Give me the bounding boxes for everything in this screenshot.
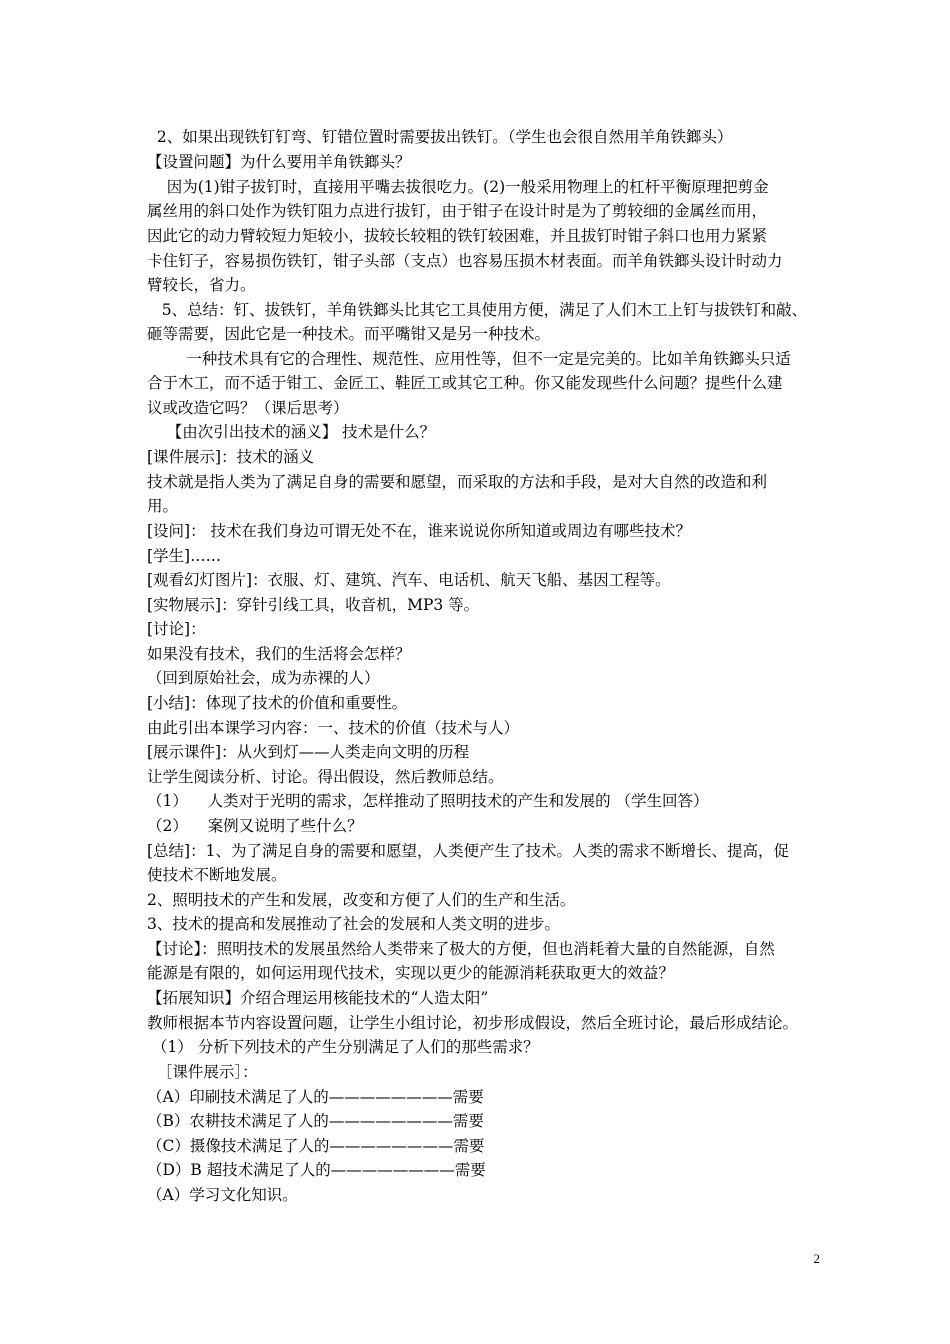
text-line: [实物展示]：穿针引线工具，收音机，MP3 等。 bbox=[147, 596, 480, 614]
text-line: 5、总结：钉、拔铁钉，羊角铁鎯头比其它工具使用方便，满足了人们木工上钉与拔铁钉和敲、 bbox=[147, 301, 808, 319]
text-line: （D）B 超技术满足了人的————————需要 bbox=[147, 1161, 486, 1179]
text-line: （回到原始社会，成为赤裸的人） bbox=[147, 669, 380, 687]
text-line: 【由次引出技术的涵义】 技术是什么？ bbox=[147, 423, 436, 441]
text-line: 一种技术具有它的合理性、规范性、应用性等，但不一定是完美的。比如羊角铁鎯头只适 bbox=[147, 350, 791, 368]
text-line: 合于木工，而不适于钳工、金匠工、鞋匠工或其它工种。你又能发现些什么问题？提些什么建 bbox=[147, 374, 783, 392]
text-line: 臂较长，省力。 bbox=[147, 276, 256, 294]
text-line: 砸等需要，因此它是一种技术。而平嘴钳又是另一种技术。 bbox=[147, 325, 551, 343]
text-line: （C）摄像技术满足了人的————————需要 bbox=[147, 1137, 485, 1155]
text-line: 【拓展知识】介绍合理运用核能技术的“人造太阳” bbox=[147, 989, 489, 1007]
text-line: （1） 分析下列技术的产生分别满足了人们的那些需求？ bbox=[147, 1038, 539, 1056]
text-line: （1） 人类对于光明的需求，怎样推动了照明技术的产生和发展的 （学生回答） bbox=[147, 792, 709, 810]
text-line: 因此它的动力臂较短力矩较小，拔较长较粗的铁钉较困难，并且拔钉时钳子斜口也用力紧紧 bbox=[147, 227, 768, 245]
text-line: 【讨论】：照明技术的发展虽然给人类带来了极大的方便，但也消耗着大量的自然能源，自然 bbox=[147, 940, 775, 958]
text-line: 3、技术的提高和发展推动了社会的发展和人类文明的进步。 bbox=[147, 915, 560, 933]
text-line: 用。 bbox=[147, 497, 179, 515]
text-line: [总结]：1、为了满足自身的需要和愿望，人类便产生了技术。人类的需求不断增长、提高，促 bbox=[147, 842, 789, 860]
text-line: （A）印刷技术满足了人的————————需要 bbox=[147, 1088, 484, 1106]
text-line: 技术就是指人类为了满足自身的需要和愿望，而采取的方法和手段，是对大自然的改造和利 bbox=[147, 473, 768, 491]
text-line: 卡住钉子，容易损伤铁钉，钳子头部（支点）也容易压损木材表面。而羊角铁鎯头设计时动力 bbox=[147, 252, 783, 270]
text-line: [设问]： 技术在我们身边可谓无处不在，谁来说说你所知道或周边有哪些技术？ bbox=[147, 522, 692, 540]
text-line: [展示课件]：从火到灯——人类走向文明的历程 bbox=[147, 743, 470, 761]
text-line: 由此引出本课学习内容：一、技术的价值（技术与人） bbox=[147, 719, 520, 737]
text-line: 议或改造它吗？（课后思考） bbox=[147, 399, 349, 417]
text-line: ［课件展示］： bbox=[147, 1063, 258, 1081]
text-line: （A）学习文化知识。 bbox=[147, 1186, 298, 1204]
text-line: 【设置问题】为什么要用羊角铁鎯头？ bbox=[147, 153, 411, 171]
text-line: 教师根据本节内容设置问题，让学生小组讨论，初步形成假设，然后全班讨论，最后形成结论。 bbox=[147, 1014, 799, 1032]
text-line: 如果没有技术，我们的生活将会怎样？ bbox=[147, 645, 411, 663]
text-line: 属丝用的斜口处作为铁钉阻力点进行拔钉，由于钳子在设计时是为了剪较细的金属丝而用， bbox=[147, 202, 768, 220]
text-line: （B）农耕技术满足了人的————————需要 bbox=[147, 1112, 484, 1130]
text-line: 2、如果出现铁钉钉弯、钉错位置时需要拔出铁钉。（学生也会很自然用羊角铁鎯头） bbox=[147, 128, 733, 146]
page-number: 2 bbox=[813, 1251, 820, 1266]
text-line: [学生]…… bbox=[147, 547, 222, 565]
text-line: 让学生阅读分析、讨论。得出假设，然后教师总结。 bbox=[147, 768, 504, 786]
text-line: [课件展示]：技术的涵义 bbox=[147, 448, 315, 466]
text-line: 因为(1)钳子拔钉时，直接用平嘴去拔很吃力。(2)一般采用物理上的杠杆平衡原理把剪金 bbox=[147, 178, 769, 196]
text-line: 使技术不断地发展。 bbox=[147, 866, 287, 884]
text-line: [讨论]： bbox=[147, 620, 206, 638]
text-line: [观看幻灯图片]：衣服、灯、建筑、汽车、电话机、航天飞船、基因工程等。 bbox=[147, 571, 671, 589]
text-line: 能源是有限的，如何运用现代技术，实现以更少的能源消耗获取更大的效益？ bbox=[147, 964, 675, 982]
text-line: （2） 案例又说明了些什么？ bbox=[147, 817, 363, 835]
text-line: [小结]：体现了技术的价值和重要性。 bbox=[147, 694, 408, 712]
text-line: 2、照明技术的产生和发展，改变和方便了人们的生产和生活。 bbox=[147, 891, 576, 909]
